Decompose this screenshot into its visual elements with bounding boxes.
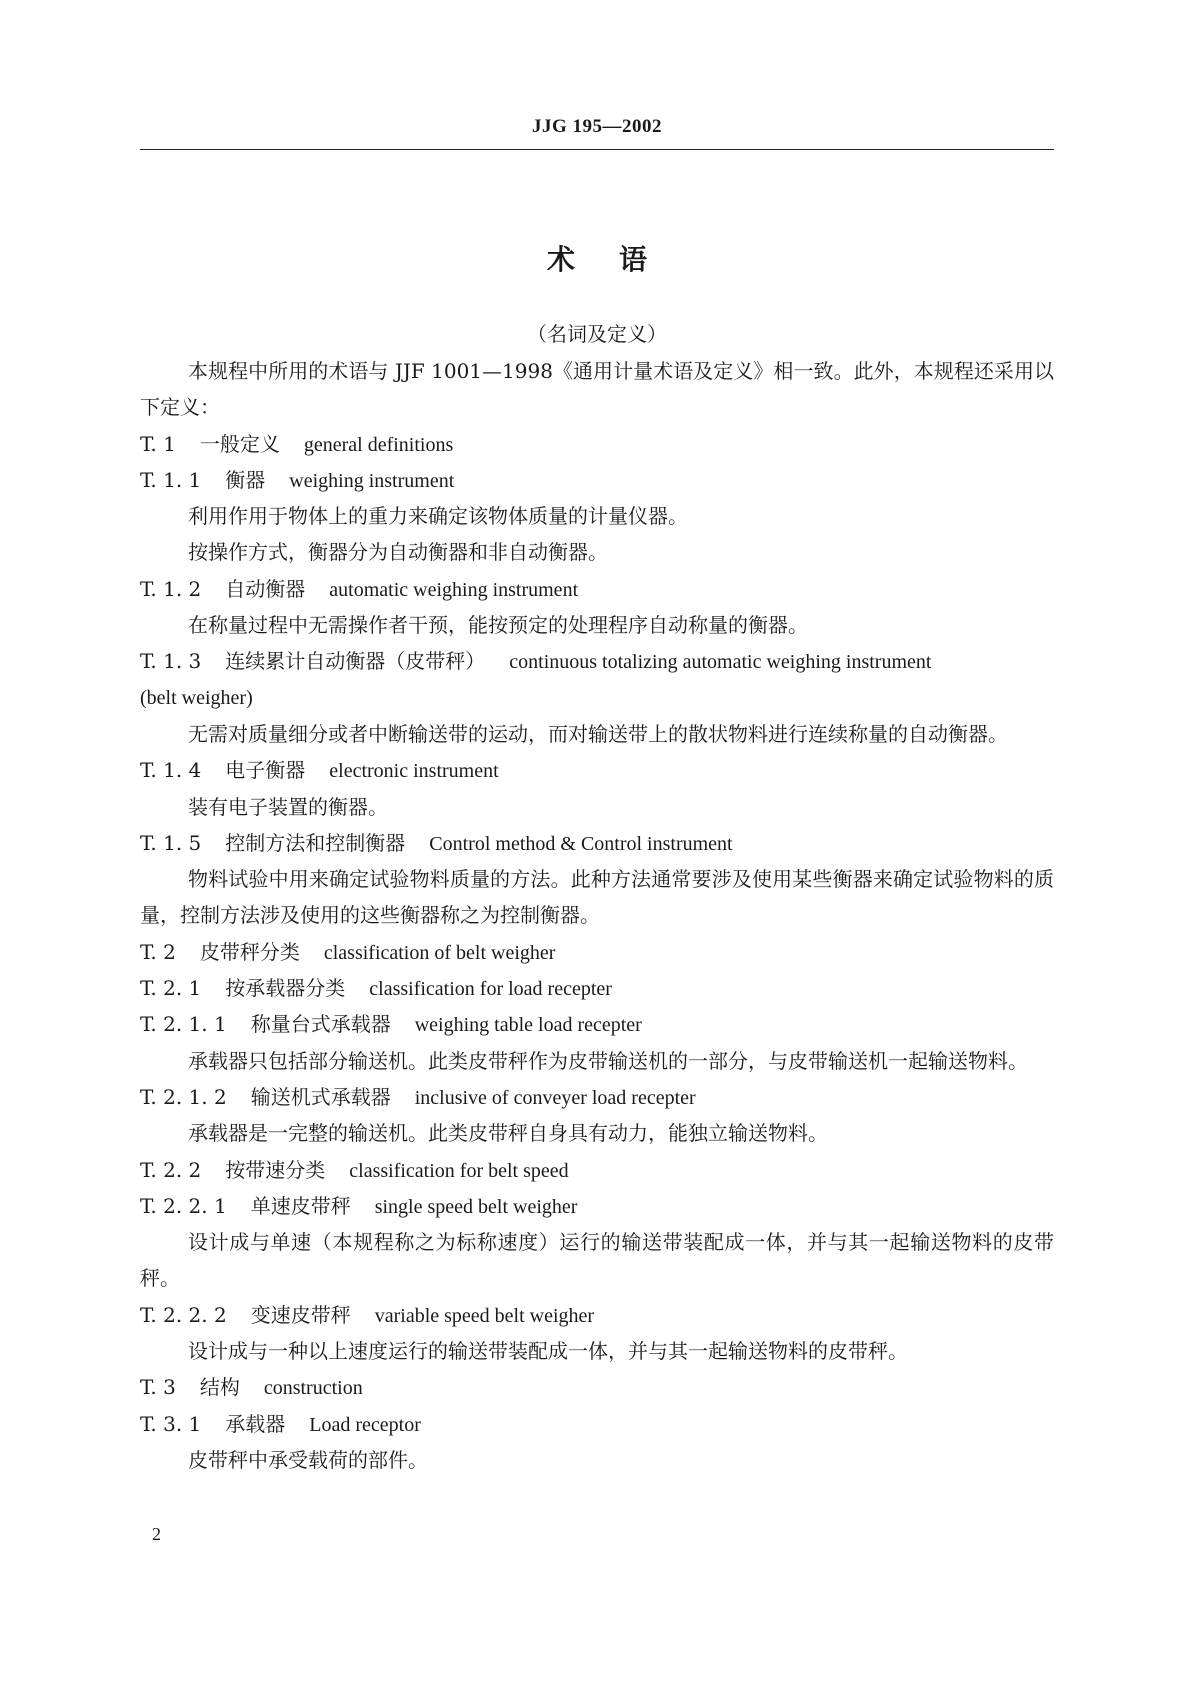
- body-text: [140, 353, 1054, 1478]
- term-heading: [140, 934, 1054, 970]
- header-rule: [140, 149, 1054, 150]
- term-number: T. 1. 5: [140, 830, 202, 855]
- term-name-en: classification for belt speed: [349, 1159, 569, 1182]
- term-name-en: general definitions: [303, 433, 454, 456]
- term-heading: [140, 571, 1054, 607]
- term-number: T. 2. 2. 1: [140, 1193, 227, 1218]
- term-definition: 在称量过程中无需操作者干预，能按预定的处理程序自动称量的衡器。: [188, 613, 808, 638]
- term-heading: [140, 1297, 1054, 1333]
- term-name-zh: 电子衡器: [225, 758, 306, 783]
- term-number: T. 3. 1: [140, 1411, 202, 1436]
- term-number: T. 2. 1. 2: [140, 1084, 227, 1109]
- term-number: T. 1. 3: [140, 649, 202, 674]
- term-heading: [140, 752, 1054, 788]
- term-name-zh: 按带速分类: [225, 1157, 326, 1182]
- term-definition: 按操作方式，衡器分为自动衡器和非自动衡器。: [188, 540, 608, 565]
- term-heading: [140, 1079, 1054, 1115]
- term-name-en: variable speed belt weigher: [374, 1304, 595, 1327]
- page-title: 术语: [546, 243, 691, 276]
- term-heading: [140, 1188, 1054, 1224]
- term-name-en: electronic instrument: [329, 760, 499, 783]
- term-name-zh: 单速皮带秤: [250, 1193, 351, 1218]
- term-name-en-continued: (belt weigher): [140, 686, 253, 709]
- term-name-en: Load receptor: [309, 1413, 421, 1436]
- term-name-en: single speed belt weigher: [374, 1195, 578, 1218]
- term-number: T. 2: [140, 939, 176, 964]
- term-name-en: construction: [263, 1377, 363, 1400]
- term-name-en: classification of belt weigher: [323, 941, 556, 964]
- term-name-zh: 连续累计自动衡器（皮带秤）: [225, 649, 486, 674]
- term-definition: 利用作用于物体上的重力来确定该物体质量的计量仪器。: [188, 504, 688, 529]
- term-name-zh: 一般定义: [199, 431, 280, 456]
- term-heading: [140, 825, 1054, 861]
- term-list: [140, 426, 1054, 1479]
- term-number: T. 2. 1: [140, 976, 202, 1001]
- term-heading: [140, 1152, 1054, 1188]
- term-definition: 物料试验中用来确定试验物料质量的方法。此种方法通常要涉及使用某些衡器来确定试验物料的质量，控制方法涉及使用的这些衡器称之为控制衡器。: [140, 867, 1054, 928]
- term-name-zh: 衡器: [225, 467, 266, 492]
- term-definition: 皮带秤中承受载荷的部件。: [188, 1447, 428, 1472]
- term-name-zh: 承载器: [225, 1411, 286, 1436]
- term-number: T. 2. 2. 2: [140, 1302, 227, 1327]
- page-subtitle: （名词及定义）: [527, 322, 667, 346]
- term-heading: [140, 426, 1054, 462]
- term-name-en: classification for load recepter: [369, 978, 612, 1001]
- term-definition: 设计成与一种以上速度运行的输送带装配成一体，并与其一起输送物料的皮带秤。: [188, 1339, 908, 1364]
- term-definition: 装有电子装置的衡器。: [188, 794, 388, 819]
- term-heading: [140, 1406, 1054, 1442]
- term-name-zh: 变速皮带秤: [250, 1302, 351, 1327]
- term-name-zh: 按承载器分类: [225, 976, 346, 1001]
- term-name-en: weighing table load recepter: [414, 1014, 642, 1037]
- term-name-zh: 自动衡器: [225, 576, 306, 601]
- term-name-en: weighing instrument: [289, 469, 455, 492]
- term-name-zh: 结构: [199, 1375, 240, 1400]
- term-number: T. 1. 2: [140, 576, 202, 601]
- running-header: JJG 195—2002: [531, 116, 663, 137]
- term-name-en: automatic weighing instrument: [329, 578, 579, 601]
- term-number: T. 3: [140, 1375, 176, 1400]
- term-heading: [140, 1006, 1054, 1042]
- term-heading: [140, 970, 1054, 1006]
- term-heading: [140, 1369, 1054, 1405]
- term-number: T. 2. 2: [140, 1157, 202, 1182]
- term-definition: 承载器只包括部分输送机。此类皮带秤作为皮带输送机的一部分，与皮带输送机一起输送物料。: [188, 1048, 1028, 1073]
- intro-paragraph: 本规程中所用的术语与 JJF 1001—1998《通用计量术语及定义》相一致。此外，本规程还采用以下定义：: [140, 359, 1054, 420]
- term-number: T. 1. 4: [140, 758, 202, 783]
- page-number: 2: [152, 1524, 161, 1544]
- term-name-en: continuous totalizing automatic weighing instrument: [509, 651, 932, 674]
- term-name-zh: 输送机式承载器: [250, 1084, 391, 1109]
- term-heading: [140, 462, 1054, 498]
- term-name-zh: 皮带秤分类: [199, 939, 300, 964]
- term-name-en: inclusive of conveyer load recepter: [414, 1086, 696, 1109]
- term-definition: 承载器是一完整的输送机。此类皮带秤自身具有动力，能独立输送物料。: [188, 1121, 828, 1146]
- term-heading: [140, 643, 1054, 679]
- term-name-zh: 控制方法和控制衡器: [225, 830, 406, 855]
- term-name-en: Control method & Control instrument: [429, 832, 733, 855]
- term-number: T. 2. 1. 1: [140, 1012, 227, 1037]
- term-definition: 无需对质量细分或者中断输送带的运动，而对输送带上的散状物料进行连续称量的自动衡器。: [188, 721, 1008, 746]
- term-definition: 设计成与单速（本规程称之为标称速度）运行的输送带装配成一体，并与其一起输送物料的皮带秤。: [140, 1230, 1054, 1291]
- term-number: T. 1: [140, 431, 176, 456]
- term-name-zh: 称量台式承载器: [250, 1012, 391, 1037]
- term-number: T. 1. 1: [140, 467, 202, 492]
